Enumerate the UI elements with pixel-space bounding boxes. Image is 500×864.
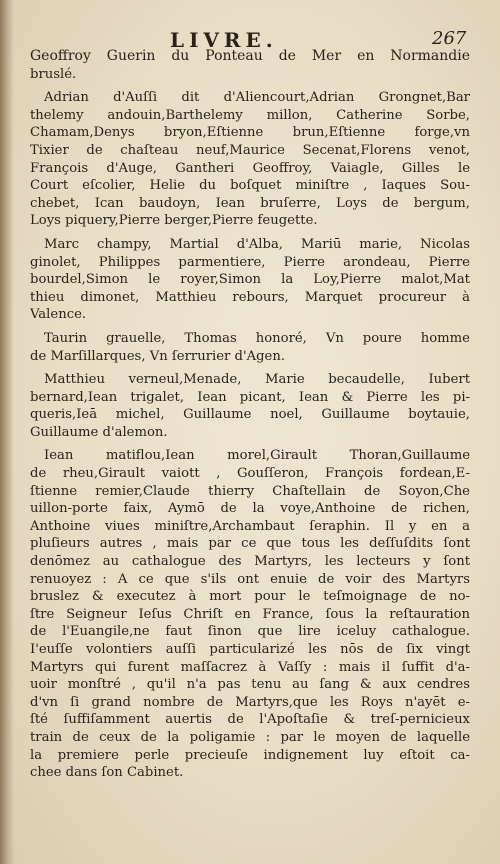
page-number: 267 (432, 28, 467, 49)
text-line: chee dans ſon Cabinet. (30, 765, 184, 781)
text-line: bourdel,Simon le royer,Simon la Loy,Pierre malot,Mat (30, 272, 470, 288)
text-line: I'euſſe volontiers auſſi particularizé les nōs de ſix vingt (30, 642, 470, 657)
text-line: Chamam,Denys bryon,Eſtienne brun,Eſtienne forge,vn (30, 125, 470, 141)
text-line: train de ceux de la poligamie : par le moyen de laquelle (30, 729, 470, 745)
text-line: François d'Auge, Gantheri Geoffroy, Vaiagle, Gilles le (30, 160, 470, 176)
text-line: Iean matiflou,Iean morel,Girault Thoran,Guillaume (44, 448, 470, 464)
text-line: d'vn ſi grand nombre de Martyrs,que les Roys n'ayēt e- (30, 694, 470, 710)
text-line: Anthoine viues miniſtre,Archambaut ſeraphin. Il y en a (30, 518, 470, 534)
text-line: Guillaume d'alemon. (30, 424, 168, 440)
text-line: de l'Euangile,ne faut ſinon que lire iceluy cathalogue. (30, 624, 470, 640)
text-line: ſtre Seigneur Ieſus Chriſt en France, ſous la reſtauration (30, 606, 470, 622)
text-line: la premiere perle precieuſe indignement luy eſtoit ca- (30, 747, 470, 763)
paragraph (30, 371, 470, 441)
paragraph (30, 89, 470, 230)
text-line: Matthieu verneul,Menade, Marie becaudelle, Iubert (44, 372, 470, 388)
body-text (30, 48, 470, 788)
text-line: queris,Ieā michel, Guillaume noel, Guillaume boytauie, (30, 407, 470, 423)
paragraph (30, 236, 470, 324)
text-line: bruslé. (30, 66, 77, 82)
text-line: chebet, Ican baudoyn, Iean bruſerre, Loys de bergum, (30, 195, 470, 211)
text-line: uillon-porte faix, Aymō de la voye,Anthoine de richen, (30, 501, 470, 517)
text-line: bruslez & executez à mort pour le teſmoignage de no- (30, 589, 470, 605)
text-line: Court eſcolier, Helie du boſquet miniſtre , Iaques Sou- (30, 178, 470, 194)
text-line: Marc champy, Martial d'Alba, Mariū marie, Nicolas (44, 236, 470, 252)
text-line: bernard,Iean trigalet, Iean picant, Iean & Pierre les pi- (30, 389, 470, 405)
text-line: de Marſillarques, Vn ſerrurier d'Agen. (30, 348, 286, 364)
text-line: Loys piquery,Pierre berger,Pierre feugette. (30, 213, 318, 229)
text-line: denōmez au cathalogue des Martyrs, les lecteurs y ſont (30, 554, 470, 570)
text-line: ſtienne remier,Claude thierry Chaſtellain de Soyon,Che (30, 483, 470, 499)
text-line: Martyrs qui furent maſſacrez à Vaſſy : mais il ſuffit d'a- (30, 659, 470, 675)
binding-gutter (0, 0, 14, 864)
text-line: de rheu,Girault vaiott , Gouſſeron, François fordean,E- (30, 466, 470, 482)
paragraph (30, 447, 470, 781)
text-line: renuoyez : A ce que s'ils ont enuie de voir des Martyrs (30, 571, 470, 587)
running-head: LIVRE. (170, 28, 278, 52)
text-line: ginolet, Philippes parmentiere, Pierre arondeau, Pierre (30, 254, 470, 270)
paragraph (30, 48, 470, 83)
text-line: thelemy andouin,Barthelemy millon, Catherine Sorbe, (30, 107, 470, 123)
text-line: Taurin grauelle, Thomas honoré, Vn poure homme (44, 330, 470, 346)
text-line: ſté ſuffiſamment auertis de l'Apoſtaſie & treſ-pernicieux (30, 712, 470, 728)
text-line: Valence. (30, 307, 87, 323)
text-line: Geoffroy Guerin du Ponteau de Mer en Normandie (30, 48, 470, 64)
paragraph (30, 330, 470, 365)
text-line: Adrian d'Auſſi dit d'Aliencourt,Adrian Grongnet,Bar (44, 90, 470, 106)
text-line: uoir monſtré , qu'il n'a pas tenu au ſang & aux cendres (30, 677, 470, 693)
text-line: thieu dimonet, Matthieu rebours, Marquet procureur à (30, 289, 470, 305)
text-line: pluſieurs autres , mais par ce que tous les deſſuſdits ſont (30, 536, 470, 552)
text-line: Tixier de chaſteau neuf,Maurice Secenat,Florens venot, (30, 142, 470, 158)
